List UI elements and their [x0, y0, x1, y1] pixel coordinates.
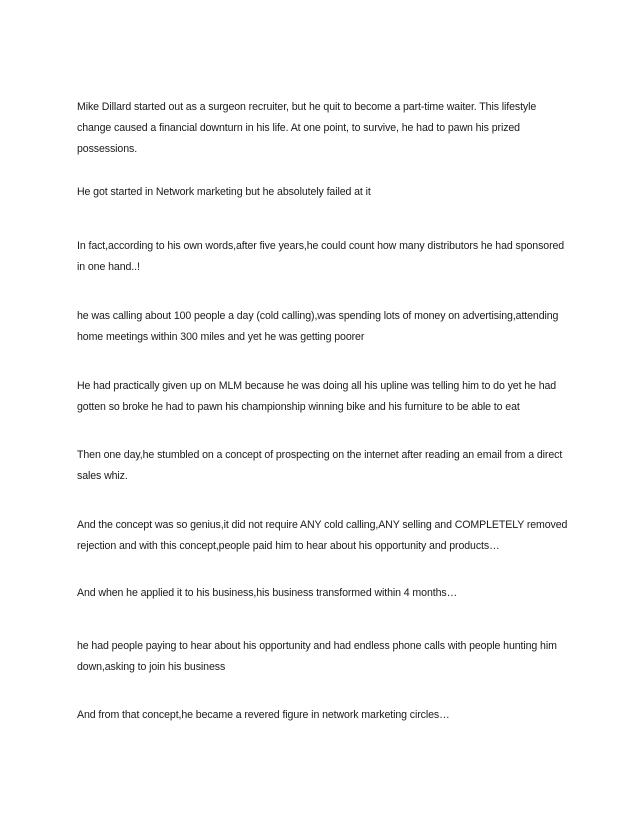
paragraph-distributors-count: In fact,according to his own words,after five years,he could count how many distributors he had sponsored in one hand..!: [77, 240, 565, 273]
paragraph-gave-up-mlm: He had practically given up on MLM because he was doing all his upline was telling him to do yet he had gotten so broke he had to pawn his championship winning bike and his furniture to be able to eat: [77, 380, 557, 413]
paragraph-business-transformed: And when he applied it to his business,his business transformed within 4 months…: [77, 587, 458, 599]
paragraph-genius-concept: And the concept was so genius,it did not require ANY cold calling,ANY selling and COMPLETELY removed rejection and with this concept,people paid him to hear about his opportunity and products…: [77, 519, 568, 552]
paragraph-mike-dillard-intro: Mike Dillard started out as a surgeon recruiter, but he quit to become a part-time waiter. This lifestyle change caused a financial downturn in his life. At one point, to survive, he had to pawn his prized possessions.: [77, 101, 537, 155]
paragraph-internet-prospecting: Then one day,he stumbled on a concept of prospecting on the internet after reading an email from a direct sales whiz.: [77, 449, 563, 482]
paragraph-network-marketing-failure: He got started in Network marketing but he absolutely failed at it: [77, 186, 371, 198]
paragraph-people-paying: he had people paying to hear about his opportunity and had endless phone calls with people hunting him down,asking to join his business: [77, 640, 557, 673]
paragraph-revered-figure: And from that concept,he became a revered figure in network marketing circles…: [77, 709, 450, 721]
paragraph-cold-calling: he was calling about 100 people a day (cold calling),was spending lots of money on advertising,attending home meetings within 300 miles and yet he was getting poorer: [77, 310, 559, 343]
